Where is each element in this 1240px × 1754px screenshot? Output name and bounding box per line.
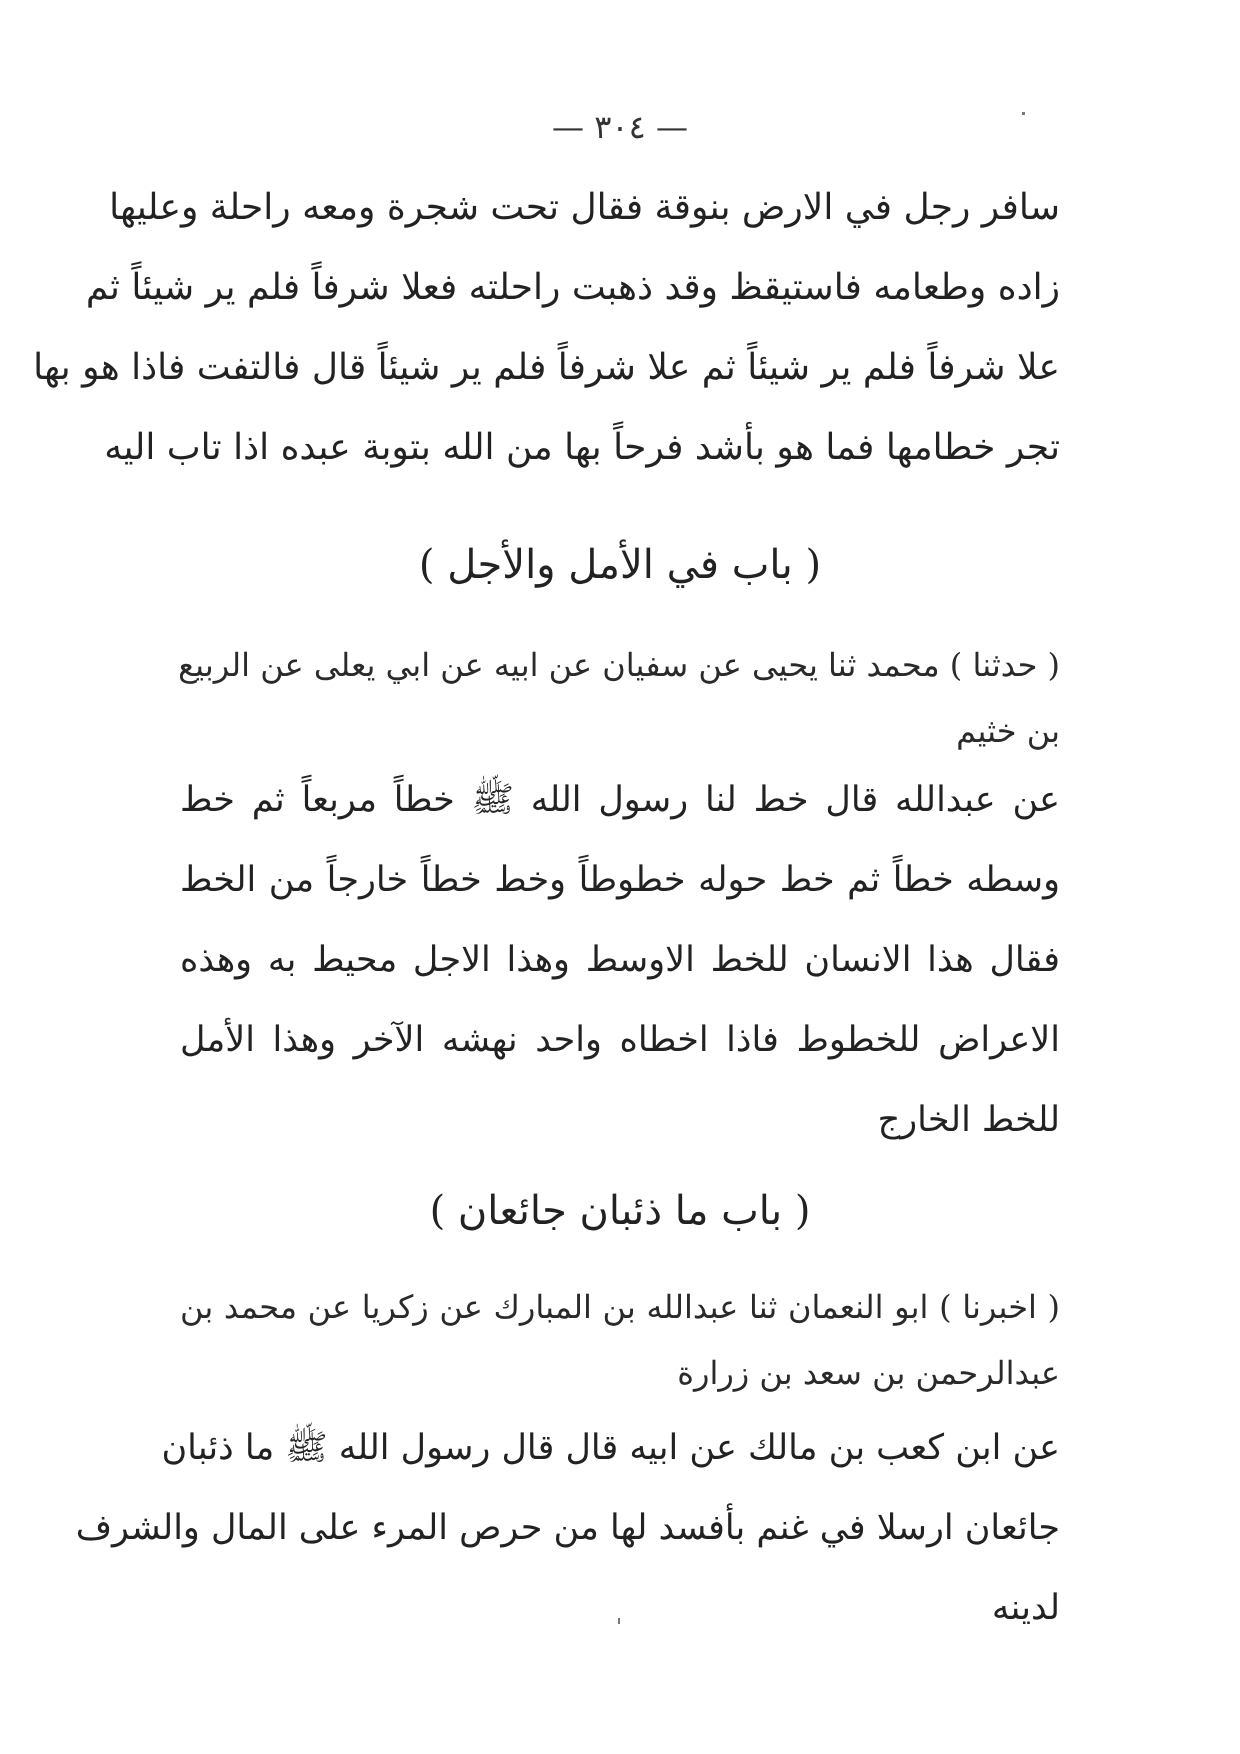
isnad-paragraph: [180, 1274, 1060, 1406]
page-number: — ٣٠٤ —: [552, 108, 688, 146]
text-line: زاده وطعامه فاستيقظ وقد ذهبت راحلته فعلا شرفاً فلم ير شيئاً ثم: [85, 267, 1060, 308]
section-heading: ( باب في الأمل والأجل ): [418, 542, 822, 588]
text-line: عن ابن كعب بن مالك عن ابيه قال قال رسول الله ﷺ ما ذئبان: [161, 1428, 1060, 1468]
text-line: ( اخبرنا ) ابو النعمان ثنا عبدالله بن المبارك عن زكريا عن محمد بن: [180, 1288, 1060, 1326]
text-line: عبدالرحمن بن سعد بن زرارة: [677, 1354, 1060, 1392]
section-heading: ( باب ما ذئبان جائعان ): [429, 1188, 811, 1234]
hadith-paragraph: [75, 1408, 1060, 1648]
text-line: فقال هذا الانسان للخط الاوسط وهذا الاجل محيط به وهذه: [180, 940, 1060, 980]
text-line: عن عبدالله قال خط لنا رسول الله ﷺ خطاً مربعاً ثم خط: [180, 780, 1060, 820]
text-line: لدينه: [991, 1588, 1060, 1628]
text-line: وسطه خطاً ثم خط حوله خطوطاً وخط خطاً خارجاً من الخط: [180, 860, 1060, 900]
text-line: جائعان ارسلا في غنم بأفسد لها من حرص المرء على المال والشرف: [75, 1508, 1060, 1548]
opening-paragraph: [33, 168, 1060, 488]
text-line: للخط الخارج: [877, 1100, 1060, 1140]
text-line: ( حدثنا ) محمد ثنا يحيى عن سفيان عن ابيه عن ابي يعلى عن الربيع: [178, 646, 1060, 684]
hadith-paragraph: [180, 760, 1060, 1160]
text-line: الاعراض للخطوط فاذا اخطاه واحد نهشه الآخر وهذا الأمل: [180, 1020, 1060, 1060]
text-line: علا شرفاً فلم ير شيئاً ثم علا شرفاً فلم ير شيئاً قال فالتفت فاذا هو بها: [33, 347, 1060, 388]
text-line: سافر رجل في الارض بنوقة فقال تحت شجرة ومعه راحلة وعليها: [109, 187, 1060, 228]
text-line: تجر خطامها فما هو بأشد فرحاً بها من الله بتوبة عبده اذا تاب اليه: [104, 427, 1060, 468]
scan-speck: [1022, 112, 1025, 115]
text-line: بن خثيم: [956, 712, 1060, 750]
scan-speck: [618, 1618, 620, 1624]
isnad-paragraph: [180, 632, 1060, 764]
